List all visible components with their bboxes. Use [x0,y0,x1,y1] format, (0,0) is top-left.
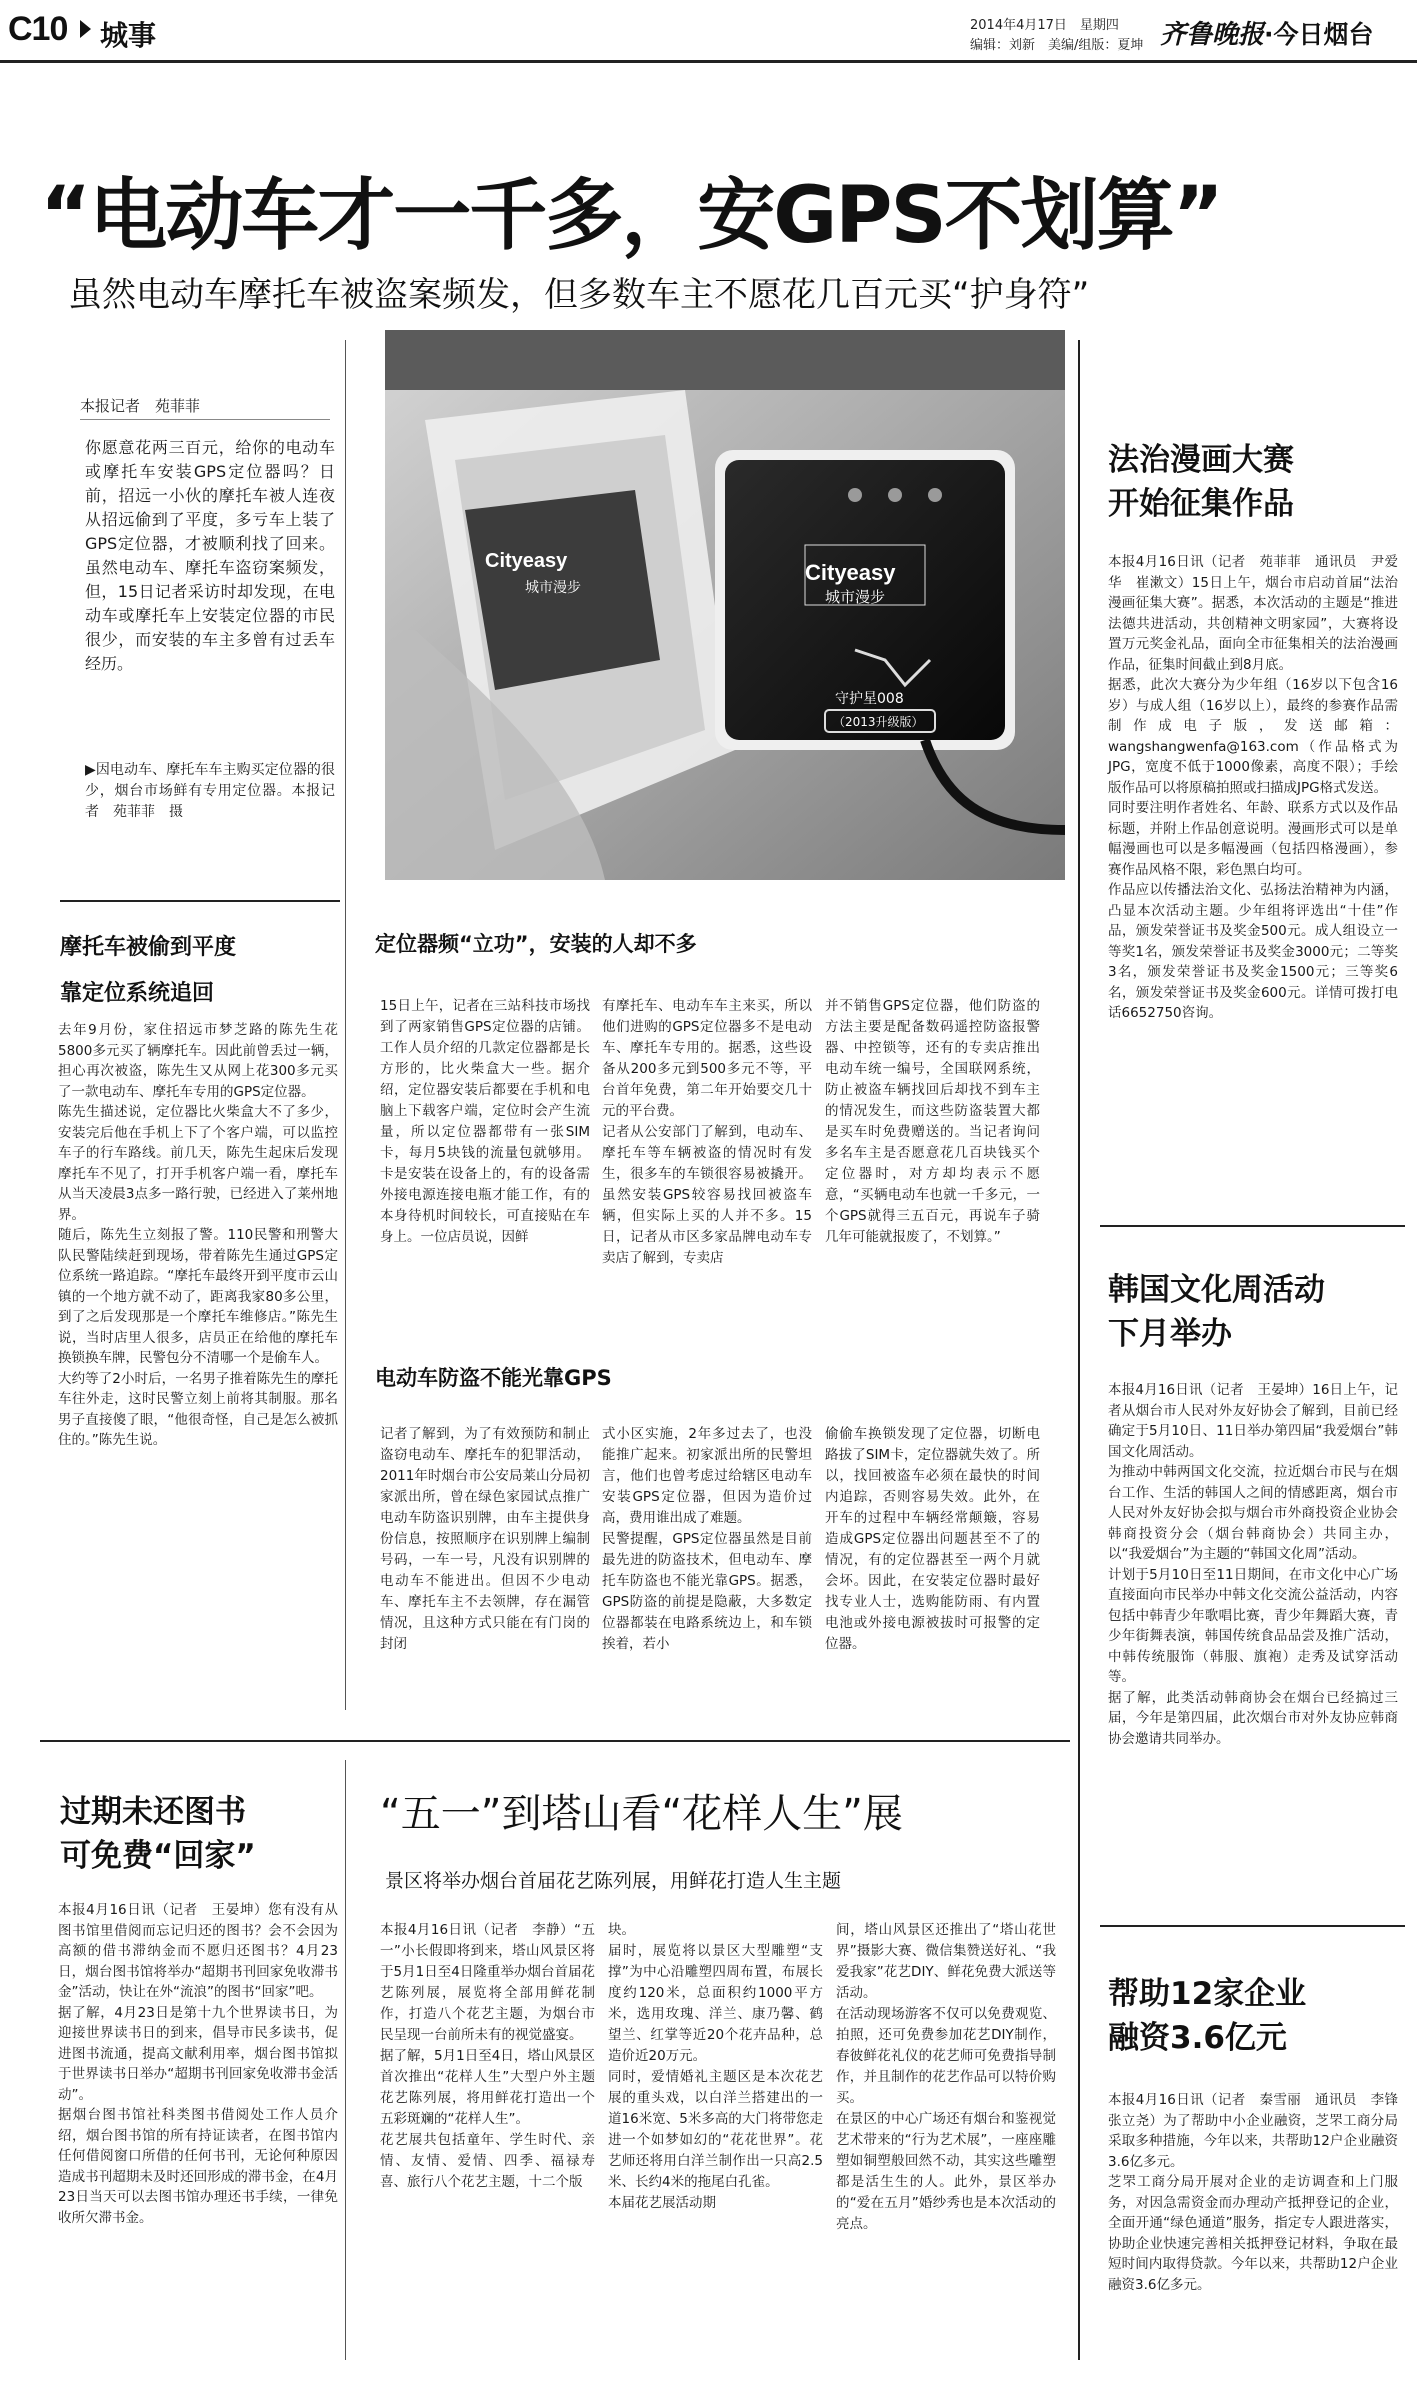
photo-brand-2-cn: 城市漫步 [825,588,886,606]
bottom-area-rule [40,1740,1070,1742]
photo-brand-1: Cityeasy [485,550,568,572]
sec3-col1: 记者了解到，为了有效预防和制止盗窃电动车、摩托车的犯罪活动，2011年时烟台市公安局莱山分局初家派出所，曾在绿色家园试点推广电动车防盗识别牌，由车主提供身份信息，按照顺序在识别牌上编制号码，一车一号，凡没有识别牌的电动车不能进出。但因不少电动车、摩托车主不去领牌，存在漏管情况，且这种方式只能在有门岗的封闭 [380,1426,590,1652]
left-column-divider [345,340,346,1710]
byline-rule [80,419,330,420]
sec1-title: 摩托车被偷到平度 靠定位系统追回 [60,935,237,1006]
photo-brand-2: Cityeasy [805,560,896,585]
left-bot-body: 本报4月16日讯（记者 王晏坤）您有没有从图书馆里借阅而忘记归还的图书？会不会因为高额的借书滞纳金而不愿归还图书？4月23日，烟台图书馆将举办“超期书刊回家免收滞书金”活动，快让在外“流浪”的图书“回家”吧。 据了解，4月23日是第十九个世界读书日，为迎接世界读书日的到来，倡导市民多读书，促进图书流通，提高文献利用率，烟台图书馆拟于世界读书日举办“超期书刊回家免收滞书金活动”。 据烟台图书馆社科类图书借阅处工作人员介绍，烟台图书馆的所有持证读者，在图书馆内任何借阅窗口所借的任何书刊，无论何种原因造成书刊超期未及时还回形成的滞书金，在4月23日当天可以去图书馆办理还书手续，一律免收所欠滞书金。 [58,1902,338,2226]
lead-subtitle: 虽然电动车摩托车被盗案频发，但多数车主不愿花几百元买“护身符” [68,275,1090,315]
gps-tracker-photo [385,330,1065,880]
bottom-col1: 本报4月16日讯（记者 李静）“五一”小长假即将到来，塔山风景区将于5月1日至4日隆重举办烟台首届花艺陈列展，展览将全部用鲜花制作，打造八个花艺主题，为烟台市民呈现一台前所未有的视觉盛宴。 据了解，5月1日至4日，塔山风景区首次推出“花样人生”大型户外主题花艺陈列展，将用鲜花打造出一个五彩斑斓的“花样人生”。 花艺展共包括童年、学生时代、亲情、友情、爱情、四季、福禄寿喜、旅行八个花艺主题，十二个版 [380,1922,595,2190]
sec1-body: 去年9月份，家住招远市梦芝路的陈先生花5800多元买了辆摩托车。因此前曾丢过一辆，担心再次被盗，陈先生又从网上花300多元买了一款电动车、摩托车专用的GPS定位器。 陈先生描述说，定位器比火柴盒大不了多少，安装完后他在手机上下了个客户端，可以监控车子的行车路线。前几天，陈先生起床后发现摩托车不见了，打开手机客户端一看，摩托车从当天凌晨3点多一路行驶，已经进入了莱州地界。 随后，陈先生立刻报了警。110民警和刑警大队民警陆续赶到现场，带着陈先生通过GPS定位系统一路追踪。“摩托车最终开到平度市云山镇的一个地方就不动了，距离我家80多公里，到了之后发现那是一个摩托车维修店。”陈先生说，当时店里人很多，店员正在给他的摩托车换锁换车牌，民警包分不清哪一个是偷车人。 大约等了2小时后，一名男子推着陈先生的摩托车往外走，这时民警立刻上前将其制服。那名男子直接傻了眼，“他很奇怪，自己是怎么被抓住的。”陈先生说。 [58,1022,338,1448]
bottom-left-divider [345,1760,346,2360]
photo-edition: （2013升级版） [833,715,924,729]
right-bot-title: 帮助12家企业 融资3.6亿元 [1108,1976,1307,2056]
brand-suffix: ·今日烟台 [1264,20,1374,49]
section-name: 城事 [100,19,157,52]
left-sep-1 [60,900,340,902]
photo-model: 守护星008 [835,691,904,707]
bottom-col2: 块。 届时，展览将以景区大型雕塑“支撑”为中心沿雕塑四周布置，布展长度约120米，总面积约1000平方米，选用玫瑰、洋兰、康乃馨、鹤望兰、红掌等近20个花卉品种，总造价近20万元。 同时，爱情婚礼主题区是本次花艺展的重头戏，以白洋兰搭建出的一道16米宽、5米多高的大门将带您走进一个如梦如幻的“花花世界”。花艺师还将用白洋兰制作出一只高2.5米、长约4米的拖尾白孔雀。 本届花艺展活动期 [608,1922,823,2211]
right-mid-title: 韩国文化周活动 下月举办 [1108,1272,1325,1352]
brand-logo [1160,14,1374,51]
sec2-col2: 有摩托车、电动车车主来买，所以他们进购的GPS定位器多不是电动车、摩托车专用的。据悉，这些设备从200多元到500多元不等，平台首年免费，第二年开始要交几十元的平台费。 记者从公安部门了解到，电动车、摩托车等车辆被盗的情况时有发生，很多车的车锁很容易被撬开。虽然安装GPS较容易找回被盗车辆，但实际上买的人并不多。15日，记者从市区多家品牌电动车专卖店了解到，专卖店 [602,998,812,1266]
page-number: C10 [8,10,68,48]
bottom-title: “五一”到塔山看“花样人生”展 [380,1791,903,1837]
photo-caption: ▶因电动车、摩托车车主购买定位器的很少，烟台市场鲜有专用定位器。本报记者 苑菲菲 摄 [85,762,335,820]
lead-intro: 你愿意花两三百元，给你的电动车或摩托车安装GPS定位器吗？日前，招远一小伙的摩托车被人连夜从招远偷到了平度，多亏车上装了GPS定位器，才被顺利找了回来。虽然电动车、摩托车盗窃案频发，但，15日记者采访时却发现，在电动车或摩托车上安装定位器的市民很少，而安装的车主多曾有过丢车经历。 [85,438,335,673]
section-marker-icon [80,20,91,38]
lead-byline: 本报记者 苑菲菲 [80,397,201,415]
sec3-col2: 式小区实施，2年多过去了，也没能推广起来。初家派出所的民警坦言，他们也曾考虑过给辖区电动车安装GPS定位器，但因为造价过高，费用谁出成了难题。 民警提醒，GPS定位器虽然是目前最先进的防盗技术，但电动车、摩托车防盗也不能光靠GPS。据悉，GPS防盗的前提是隐蔽，大多数定位器都装在电路系统边上，和车锁挨着，若小 [602,1426,812,1652]
bottom-col3: 间，塔山风景区还推出了“塔山花世界”摄影大赛、微信集赞送好礼、“我爱我家”花艺DIY、鲜花免费大派送等活动。 在活动现场游客不仅可以免费观览、拍照，还可免费参加花艺DIY制作，春彼鲜花礼仪的花艺师可免费指导制作，并且制作的花艺作品可以特价购买。 在景区的中心广场还有烟台和鉴视觉艺术带来的“行为艺术展”，一座座雕塑如铜塑般回然不动，其实这些雕塑都是活生生的人。此外，景区举办的“爱在五月”婚纱秀也是本次活动的亮点。 [836,1922,1056,2232]
left-bot-title: 过期未还图书 可免费“回家” [60,1794,256,1874]
right-bot-body: 本报4月16日讯（记者 秦雪丽 通讯员 李锋 张立尧）为了帮助中小企业融资，芝罘工商分局采取多种措施，今年以来，共帮助12户企业融资3.6亿多元。 芝罘工商分局开展对企业的走访调查和上门服务，对因急需资金而办理动产抵押登记的企业，全面开通“绿色通道”服务，指定专人跟进落实，协助企业快速完善相关抵押登记材料，争取在最短时间内取得贷款。今年以来，共帮助12户企业融资3.6亿多元。 [1108,2092,1398,2293]
photo-brand-1-cn: 城市漫步 [525,580,581,596]
issue-date: 2014年4月17日 星期四 [970,18,1119,33]
sec2-col3: 并不销售GPS定位器，他们防盗的方法主要是配备数码遥控防盗报警器、中控锁等，还有的专卖店推出电动车统一编号，全国联网系统，防止被盗车辆找回后却找不到车主的情况发生，而这些防盗装置大都是买车时免费赠送的。当记者询问多名车主是否愿意花几百块钱买个定位器时，对方却均表示不愿意，“买辆电动车也就一千多元，一个GPS就得三五百元，再说车子骑几年可能就报废了，不划算。” [825,998,1040,1245]
right-top-title: 法治漫画大赛 开始征集作品 [1108,442,1294,522]
brand-name: 齐鲁晚报 [1160,20,1265,50]
masthead [0,0,1417,62]
right-sep-2 [1100,1925,1405,1927]
gps-tracker-illustration [385,330,1065,880]
sec3-col3: 偷偷车换锁发现了定位器，切断电路拔了SIM卡，定位器就失效了。所以，找回被盗车必须在最快的时间内追踪，否则容易失效。此外，在开车的过程中车辆经常颠簸，容易造成GPS定位器出问题甚至不了的情况，有的定位器甚至一两个月就会坏。因此，在安装定位器时最好找专业人士，选购能防雨、有内置电池或外接电源被拔时可报警的定位器。 [825,1426,1040,1652]
sec2-title: 定位器频“立功”，安装的人却不多 [375,932,697,956]
right-top-body: 本报4月16日讯（记者 苑菲菲 通讯员 尹爱华 崔漱文）15日上午，烟台市启动首届“法治漫画征集大赛”。据悉，本次活动的主题是“推进法德共进活动，共创精神文明家园”，大赛将设置万元奖金礼品，面向全市征集相关的法治漫画作品，征集时间截止到8月底。 据悉，此次大赛分为少年组（16岁以下包含16岁）与成人组（16岁以上），最终的参赛作品需制作成电子版，发送邮箱：wangshangwenfa@163.com（作品格式为JPG，宽度不低于1000像素，高度不限）；手绘版作品可以将原稿拍照或扫描成JPG格式发送。 同时要注明作者姓名、年龄、联系方式以及作品标题，并附上作品创意说明。漫画形式可以是单幅漫画也可以是多幅漫画（包括四格漫画），参赛作品风格不限，彩色黑白均可。 作品应以传播法治文化、弘扬法治精神为内涵，凸显本次活动主题。少年组将评选出“十佳”作品，颁发荣誉证书及奖金500元。成人组设立一等奖1名，颁发荣誉证书及奖金3000元；二等奖3名，颁发荣誉证书及奖金1500元；三等奖6名，颁发荣誉证书及奖金600元。详情可拨打电话6652750咨询。 [1108,554,1398,1021]
right-mid-body: 本报4月16日讯（记者 王晏坤）16日上午，记者从烟台市人民对外友好协会了解到，目前已经确定于5月10日、11日举办第四届“我爱烟台”韩国文化周活动。 为推动中韩两国文化交流，拉近烟台市民与在烟台工作、生活的韩国人之间的情感距离，烟台市人民对外友好协会拟与烟台市外商投资企业协会韩商投资分会（烟台韩商协会）共同主办，以“我爱烟台”为主题的“韩国文化周”活动。 计划于5月10日至11日期间，在市文化中心广场直接面向市民举办中韩文化交流公益活动，内容包括中韩青少年歌唱比赛，青少年舞蹈大赛，青少年街舞表演，韩国传统食品品尝及推广活动，中韩传统服饰（韩服、旗袍）走秀及试穿活动等。 据了解，此类活动韩商协会在烟台已经搞过三届，今年是第四届，此次烟台市对外友协应韩商协会邀请共同举办。 [1108,1382,1398,1747]
masthead-rule [0,60,1417,63]
right-column-divider [1078,340,1080,2360]
lead-title: “电动车才一千多，安GPS不划算” [40,171,1222,261]
sec2-col1: 15日上午，记者在三站科技市场找到了两家销售GPS定位器的店铺。工作人员介绍的几款定位器都是长方形的，比火柴盒大一些。据介绍，定位器安装后都要在手机和电脑上下载客户端，定位时会产生流量，所以定位器都带有一张SIM卡，每月5块钱的流量包就够用。卡是安装在设备上的，有的设备需外接电源连接电瓶才能工作，有的本身待机时间较长，可直接贴在车身上。一位店员说，因鲜 [380,998,590,1245]
sec3-title: 电动车防盗不能光靠GPS [375,1366,612,1390]
bottom-subtitle: 景区将举办烟台首届花艺陈列展，用鲜花打造人生主题 [385,1870,842,1892]
right-sep-1 [1100,1225,1405,1227]
editors-line: 编辑：刘新 美编/组版：夏坤 [970,38,1144,53]
